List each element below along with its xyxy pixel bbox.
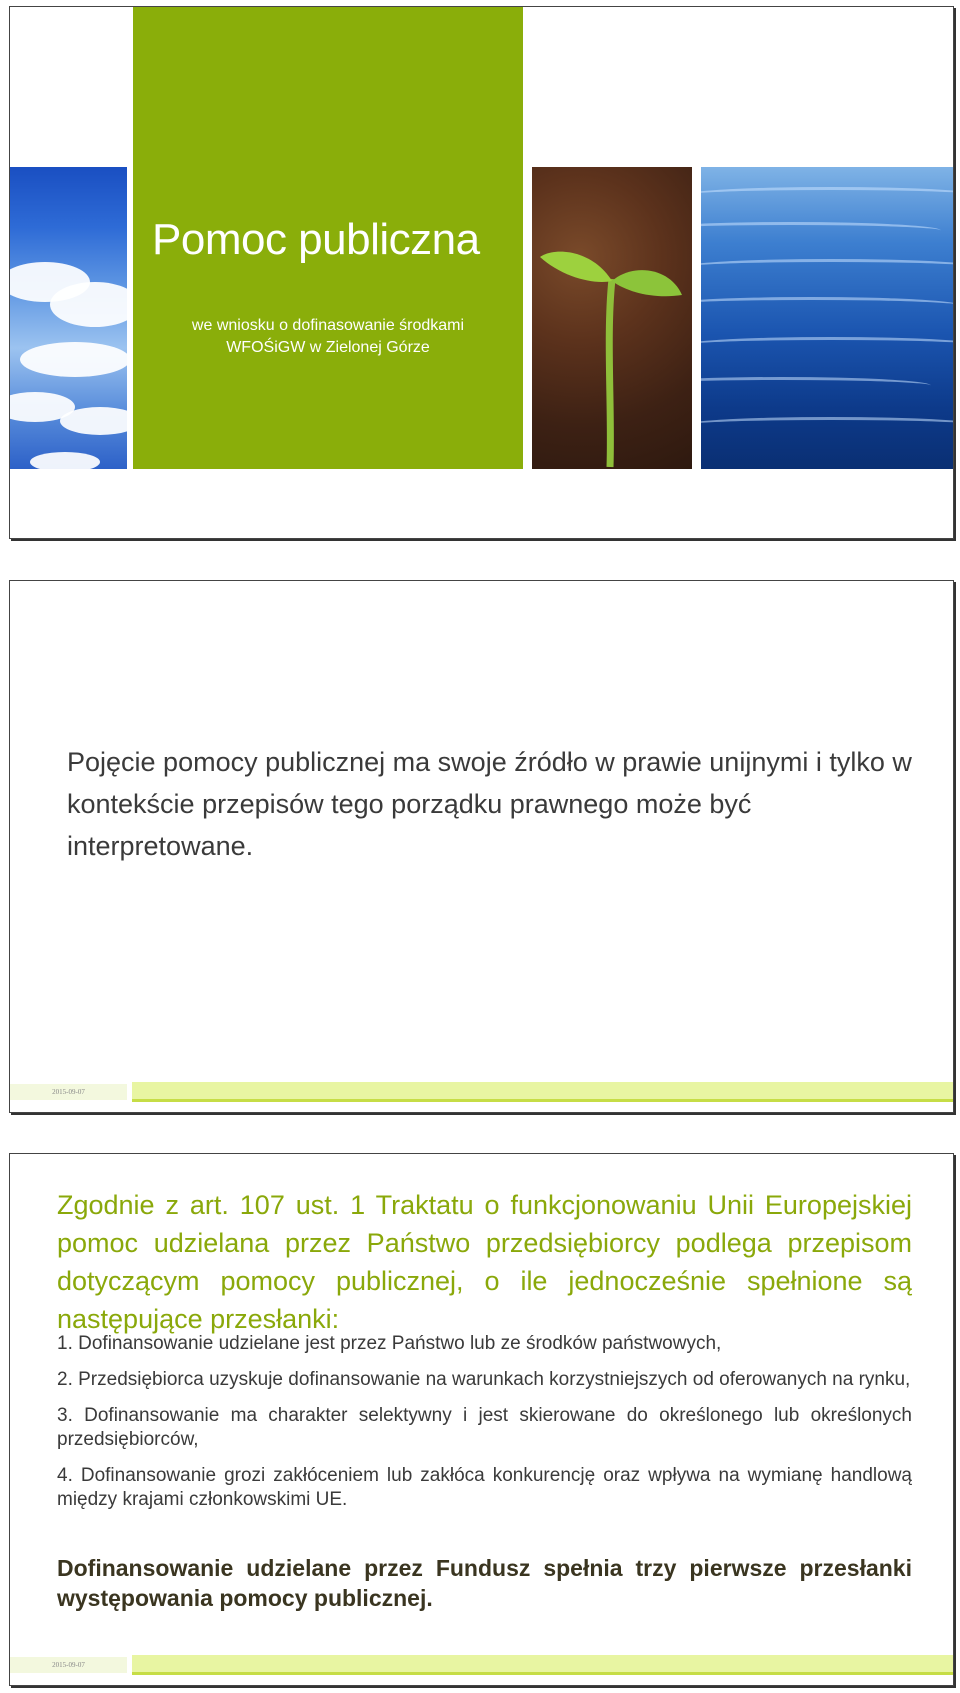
list-item: 2. Przedsiębiorca uzyskuje dofinansowanie na warunkach korzystniejszych od oferowanych na rynku, xyxy=(57,1369,911,1390)
footer-date: 2015-09-07 xyxy=(10,1657,127,1673)
footer-bar xyxy=(132,1082,953,1102)
conclusion-text: Dofinansowanie udzielane przez Fundusz spełnia trzy pierwsze przesłanki występowania pomocy publicznej. xyxy=(57,1555,912,1611)
title-slide xyxy=(9,6,954,539)
slide-title: Pomoc publiczna xyxy=(152,215,480,264)
footer-bar xyxy=(132,1655,953,1675)
water-image xyxy=(701,167,954,469)
conditions-list xyxy=(57,1332,912,1524)
list-item: 1. Dofinansowanie udzielane jest przez Państwo lub ze środków państwowych, xyxy=(57,1333,722,1354)
definition-text xyxy=(67,741,927,867)
footer-date: 2015-09-07 xyxy=(10,1084,127,1100)
conditions-slide xyxy=(9,1153,954,1686)
sky-clouds-image xyxy=(10,167,127,469)
conditions-heading: Zgodnie z art. 107 ust. 1 Traktatu o funkcjonowaniu Unii Europejskiej pomoc udzielana przez Państwo przedsiębiorcy podlega przepisom dotyczącym pomocy publicznej, o ile jednocześnie spełnione są następujące przesłanki: xyxy=(57,1190,912,1334)
list-item: 4. Dofinansowanie grozi zakłóceniem lub zakłóca konkurencję oraz wpływa na wymianę handlową między krajami członkowskimi UE. xyxy=(57,1465,912,1510)
subtitle-line-1: we wniosku o dofinasowanie środkami xyxy=(191,317,465,334)
slide-subtitle xyxy=(133,315,523,359)
definition-line-1: Pojęcie pomocy publicznej ma swoje źródło w prawie unijnymi i tylko w xyxy=(67,747,912,777)
seedling-image xyxy=(532,167,692,469)
seedling-icon xyxy=(532,167,692,469)
list-item: 3. Dofinansowanie ma charakter selektywny i jest skierowane do określonego lub określonych przedsiębiorców, xyxy=(57,1405,912,1450)
title-panel xyxy=(133,7,523,469)
definition-line-2: kontekście przepisów tego porządku prawnego może być interpretowane. xyxy=(67,789,752,861)
definition-slide xyxy=(9,580,954,1113)
subtitle-line-2: WFOŚiGW w Zielonej Górze xyxy=(226,339,430,356)
